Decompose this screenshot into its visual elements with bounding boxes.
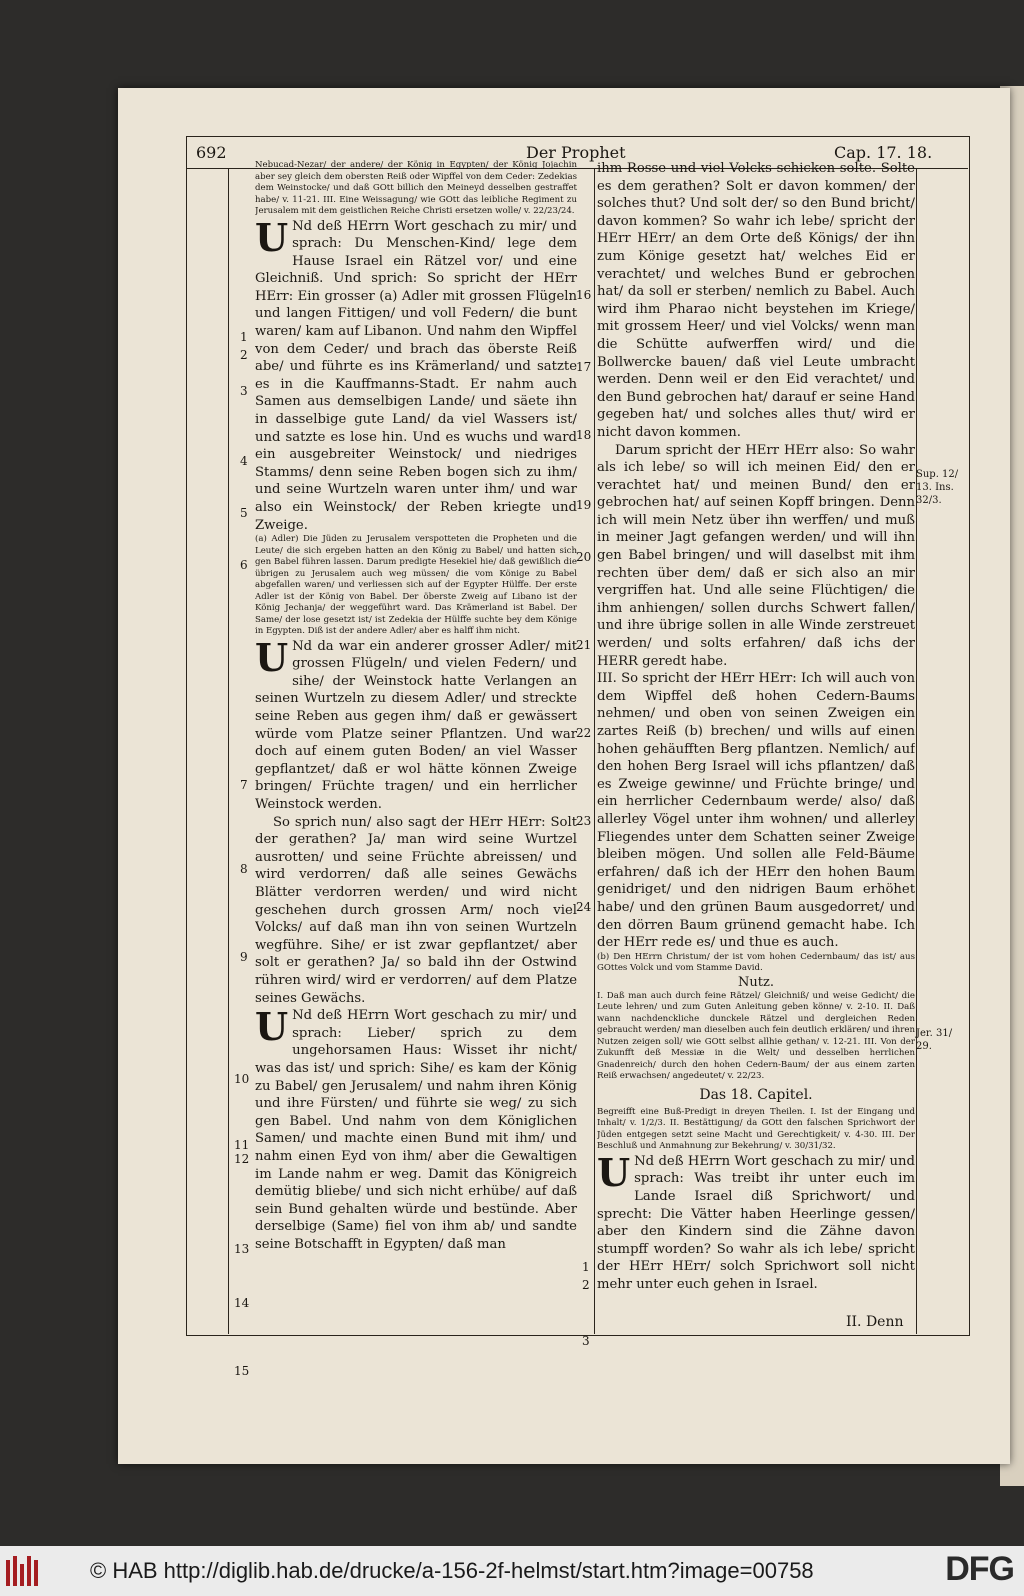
verse-number: 10 — [234, 1072, 250, 1086]
nutz-heading: Nutz. — [738, 974, 774, 990]
chapter-summary: Begreifft eine Buß-Predigt in dreyen Theilen. I. Ist der Eingang und Inhalt/ v. 1/2/3. II. Bestättigung/ da GOtt den falschen Sprichwort der Jüden entgegen setzt seine Macht und Gerechtigkeit/ v. 4-30. III. Der Beschluß und Anmahnung zur Bekehrung/ v. 30/31/32. — [597, 1106, 915, 1152]
verse-paragraph: III. So spricht der HErr HErr: Ich will auch von dem Wipffel deß hohen Cedern-Baums nehmen/ und oben von seinen Zweigen ein zartes Reiß (b) brechen/ und wills auf einen hohen gehäufften Berg pflantzen. Nemlich/ auf den hohen Berg Israel will ichs pflantzen/ daß es Zweige gewinne/ und Früchte bringe/ und ein herrlicher Cedernbaum werde/ also/ daß allerley Vögel unter ihm wohnen/ und allerley Fliegendes unter dem Schatten seiner Zweige bleiben mögen. Und sollen alle Feld-Bäume erfahren/ daß ich der HErr den hohen Baum genidriget/ und den nidrigen Baum erhöhet habe/ und den grünen Baum ausgedorret/ und den dörren Baum grünend gemacht habe. Ich der HErr rede es/ und thue es auch. — [597, 671, 915, 951]
verse-text: Nd deß HErrn Wort geschach zu mir/ und sprach: Lieber/ sprich zu dem ungehorsamen Haus: Wisset ihr nicht/ was das ist/ und sprich: Sihe/ es kam der König zu Babel/ gen Jerusalem/ und nahm ihren König und ihre Fürsten/ und führte sie weg/ zu sich gen Babel. Und nahm von dem Königlichen Samen/ und machte einen Bund mit ihm/ und nahm einen Eyd von ihm/ aber die Gewaltigen im Lande nahm er weg. Damit das Königreich demütig bliebe/ und sich nicht erhübe/ auf daß sein Bund gehalten würde und bestünde. Aber derselbige (Same) fiel von ihm ab/ und sandte seine Botschafft in Egypten/ daß man — [255, 1008, 577, 1252]
drop-initial: U — [255, 214, 289, 260]
verse-number: 13 — [234, 1242, 250, 1256]
verse-text: Nd da war ein anderer grosser Adler/ mit grossen Flügeln/ und vielen Federn/ und sihe/ der Weinstock hatte Verlangen an seinen Wurtzeln zu diesem Adler/ und streckte seine Reben aus gegen ihm/ daß er gewässert würde vom Platze seiner Pflantzen. Und war doch auf einem guten Boden/ an viel Wasser gepflantzet/ daß er wol hätte können Zweige bringen/ Früchte tragen/ und ein herrlicher Weinstock werden. — [255, 638, 577, 813]
page-number: 692 — [196, 143, 227, 162]
chapter-reference: Cap. 17. 18. — [834, 143, 933, 162]
verse-number: 3 — [240, 384, 248, 398]
verse-number: 1 — [240, 330, 248, 344]
margin-note: Jer. 31/ 29. — [916, 1028, 953, 1052]
verse-number: 2 — [240, 348, 248, 362]
verse-paragraph: So sprich nun/ also sagt der HErr HErr: Solt der gerathen? Ja/ man wird seine Wurtzel ausrotten/ und seine Früchte abreissen/ und wird verdorren/ daß alle seines Gewächs Blätter verdorren werden/ und wird nicht geschehen durch grossen Arm/ noch viel Volcks/ auf daß man ihn von seinen Wurtzeln wegführe. Sihe/ er ist zwar gepflantzet/ aber solt er gerathen? Ja/ so bald ihn der Ostwind rühren wird/ wird er verdorren/ auf dem Platze seines Gewächs. — [255, 814, 577, 1006]
verse-paragraph — [597, 1149, 915, 1294]
drop-initial: U — [255, 1004, 289, 1050]
verse-number: 11 — [234, 1138, 250, 1152]
verse-paragraph — [255, 634, 577, 814]
verse-number: 14 — [234, 1296, 250, 1310]
verse-paragraph — [255, 214, 577, 535]
verse-number: 20 — [576, 550, 592, 564]
verse-paragraph: Darum spricht der HErr HErr also: So wahr als ich lebe/ so will ich meinen Eid/ den er verachtet hat/ und meinen Bund/ den er gebrochen hat/ auf seinen Kopff bringen. Denn ich will mein Netz über ihn werffen/ und muß in meiner Jagt gefangen werden/ und will ihn gen Babel bringen/ und will daselbst mit ihm rechten über dem/ daß er sich also an mir vergriffen hat. Und alle seine Flüchtigen/ die ihm anhiengen/ sollen durchs Schwert fallen/ und ihre übrige sollen in alle Winde zerstreuet werden/ und solts erfahren/ daß ichs der HERR geredt habe. — [597, 442, 915, 669]
verse-number: 9 — [240, 950, 248, 964]
verse-number: 18 — [576, 428, 592, 442]
verse-number: 24 — [576, 900, 592, 914]
verse-number: 12 — [234, 1152, 250, 1166]
footer-bar — [0, 1546, 1024, 1596]
chapter-summary-continued: Nebucad-Nezar/ der andere/ der König in Egypten/ der König Jojachin aber sey gleich dem obersten Reiß oder Wipffel von dem Ceder: Zedekias dem Weinstocke/ und daß GOtt billich den Meineyd desselben gestraffet habe/ v. 11-21. III. Eine Weissagung/ wie GOtt das leibliche Regiment zu Jerusalem mit dem geistlichen Reiche Christi ersetzen wolle/ v. 22/23/24. — [255, 160, 577, 216]
verse-number: 3 — [582, 1334, 590, 1348]
verse-number: 23 — [576, 814, 592, 828]
copyright-url[interactable]: © HAB http://diglib.hab.de/drucke/a-156-2f-helmst/start.htm?image=00758 — [90, 1558, 814, 1583]
footnote-a: (a) Adler) Die Jüden zu Jerusalem verspotteten die Propheten und die Leute/ die sich ergeben hatten an den König zu Babel/ und hatten sich gen Babel führen lassen. Darum predigte Hesekiel hie/ daß gewißlich die übrigen zu Jerusalem auch weg müssen/ die vom Könige zu Babel abgefallen waren/ und verliessen sich auf der Egypter Hülffe. Der erste Adler ist der König von Babel. Der öberste Zweig auf Libano ist der König Jechanja/ der weggeführt ward. Das Krämerland ist Babel. Der Same/ der lose gesetzt ist/ ist Zedekia der Hülffe suchte bey dem Könige in Egypten. Diß ist der andere Adler/ aber es halff ihm nicht. — [255, 534, 577, 637]
margin-note: Sup. 12/ 13. Ins. 32/3. — [916, 469, 959, 506]
verse-number: 17 — [576, 360, 592, 374]
left-column — [255, 160, 577, 1326]
verse-number: 8 — [240, 862, 248, 876]
footnote-b: (b) Den HErrn Christum/ der ist vom hohen Cedernbaum/ das ist/ aus GOttes Volck und vom Stamme David. — [597, 951, 915, 974]
hab-logo-icon — [6, 1554, 46, 1586]
verse-number: 15 — [234, 1364, 250, 1378]
verse-number: 16 — [576, 288, 592, 302]
right-column — [597, 160, 915, 1310]
drop-initial: U — [255, 634, 289, 680]
verse-number: 1 — [582, 1260, 590, 1274]
verse-number: 6 — [240, 558, 248, 572]
verse-numbers-left — [228, 160, 254, 1378]
verse-paragraph — [255, 1004, 577, 1253]
chapter-heading: Das 18. Capitel. — [699, 1086, 813, 1103]
verse-number: 2 — [582, 1278, 590, 1292]
book-page — [118, 88, 1010, 1464]
verse-number: 7 — [240, 778, 248, 792]
verse-text: Nd deß HErrn Wort geschach zu mir/ und sprach: Was treibt ihr unter euch im Lande Israel diß Sprichwort/ und sprecht: Die Vätter haben Heerlinge gessen/ aber den Kindern sind die Zähne davon stumpff worden? So wahr als ich lebe/ spricht der HErr HErr/ solch Sprichwort soll nicht mehr unter euch gehen in Israel. — [597, 1153, 915, 1292]
catchword: II. Denn — [846, 1314, 904, 1330]
verse-text: Nd deß HErrn Wort geschach zu mir/ und sprach: Du Menschen-Kind/ lege dem Hause Israel ein Rätzel vor/ und eine Gleichniß. Und sprich: So spricht der HErr HErr: Ein grosser (a) Adler mit grossen Flügeln und langen Fittigen/ und voll Federn/ die bunt waren/ kam auf Libanon. Und nahm den Wipffel von dem Ceder/ und brach das öberste Reiß abe/ und führte es ins Krämerland/ und satzte es in die Kauffmanns-Stadt. Er nahm auch Samen aus demselbigen Lande/ und säete ihn in dasselbige gute Land/ da viel Wassers ist/ und satzte es lose hin. Und es wuchs und ward ein ausgebreiter Weinstock/ und niedriges Stamms/ denn seine Reben bogen sich zu ihm/ und seine Wurtzeln waren unter ihm/ und war also ein Weinstock/ der Reben kriegte und Zweige. — [255, 218, 577, 533]
margin-notes — [916, 468, 970, 1573]
running-title: Der Prophet — [526, 143, 626, 162]
verse-number: 4 — [240, 454, 248, 468]
nutz-text: I. Daß man auch durch feine Rätzel/ Gleichniß/ und weise Gedicht/ die Leute lehren/ und zum Guten Anleitung geben könne/ v. 2-10. II. Daß wann nachdenckliche dunckele Rätzel und dergleichen Reden gebraucht werden/ man dieselben auch fein deutlich erklären/ und ihren Nutzen zeigen soll/ wie GOtt selbst allhie gethan/ v. 12-21. III. Von der Zukunfft deß Messiæ in die Welt/ und desselben herrlichen Gnadenreich/ durch den hohen Cedern-Baum/ der aus einem zarten Reiß erwachsen/ angedeutet/ v. 22/23. — [597, 990, 915, 1082]
dfg-logo: DFG — [945, 1550, 1014, 1588]
drop-initial: U — [597, 1149, 631, 1195]
verse-number: 22 — [576, 726, 592, 740]
verse-number: 21 — [576, 638, 592, 652]
verse-number: 19 — [576, 498, 592, 512]
verse-number: 5 — [240, 506, 248, 520]
verse-paragraph: ihm Rosse und viel Volcks schicken solte. Solte es dem gerathen? Solt er davon kommen/ der solches thut? Und solt der/ so den Bund bricht/ davon kommen? So wahr ich lebe/ spricht der HErr HErr/ an dem Orte deß Königs/ der ihn zum Könige gesetzt hat/ welches Eid er verachtet/ und welches Bund er gebrochen hat/ da soll er sterben/ nemlich zu Babel. Auch wird ihm Pharao nicht beystehen im Kriege/ mit grossem Heer/ und viel Volcks/ wenn man die Schütte aufwerffen wird/ und die Bollwercke bauen/ daß viel Leute umbracht werden. Denn weil er den Eid verachtet/ und den Bund gebrochen hat/ darauf er seine Hand gegeben hat/ und solches alles thut/ wird er nicht davon kommen. — [597, 161, 915, 440]
